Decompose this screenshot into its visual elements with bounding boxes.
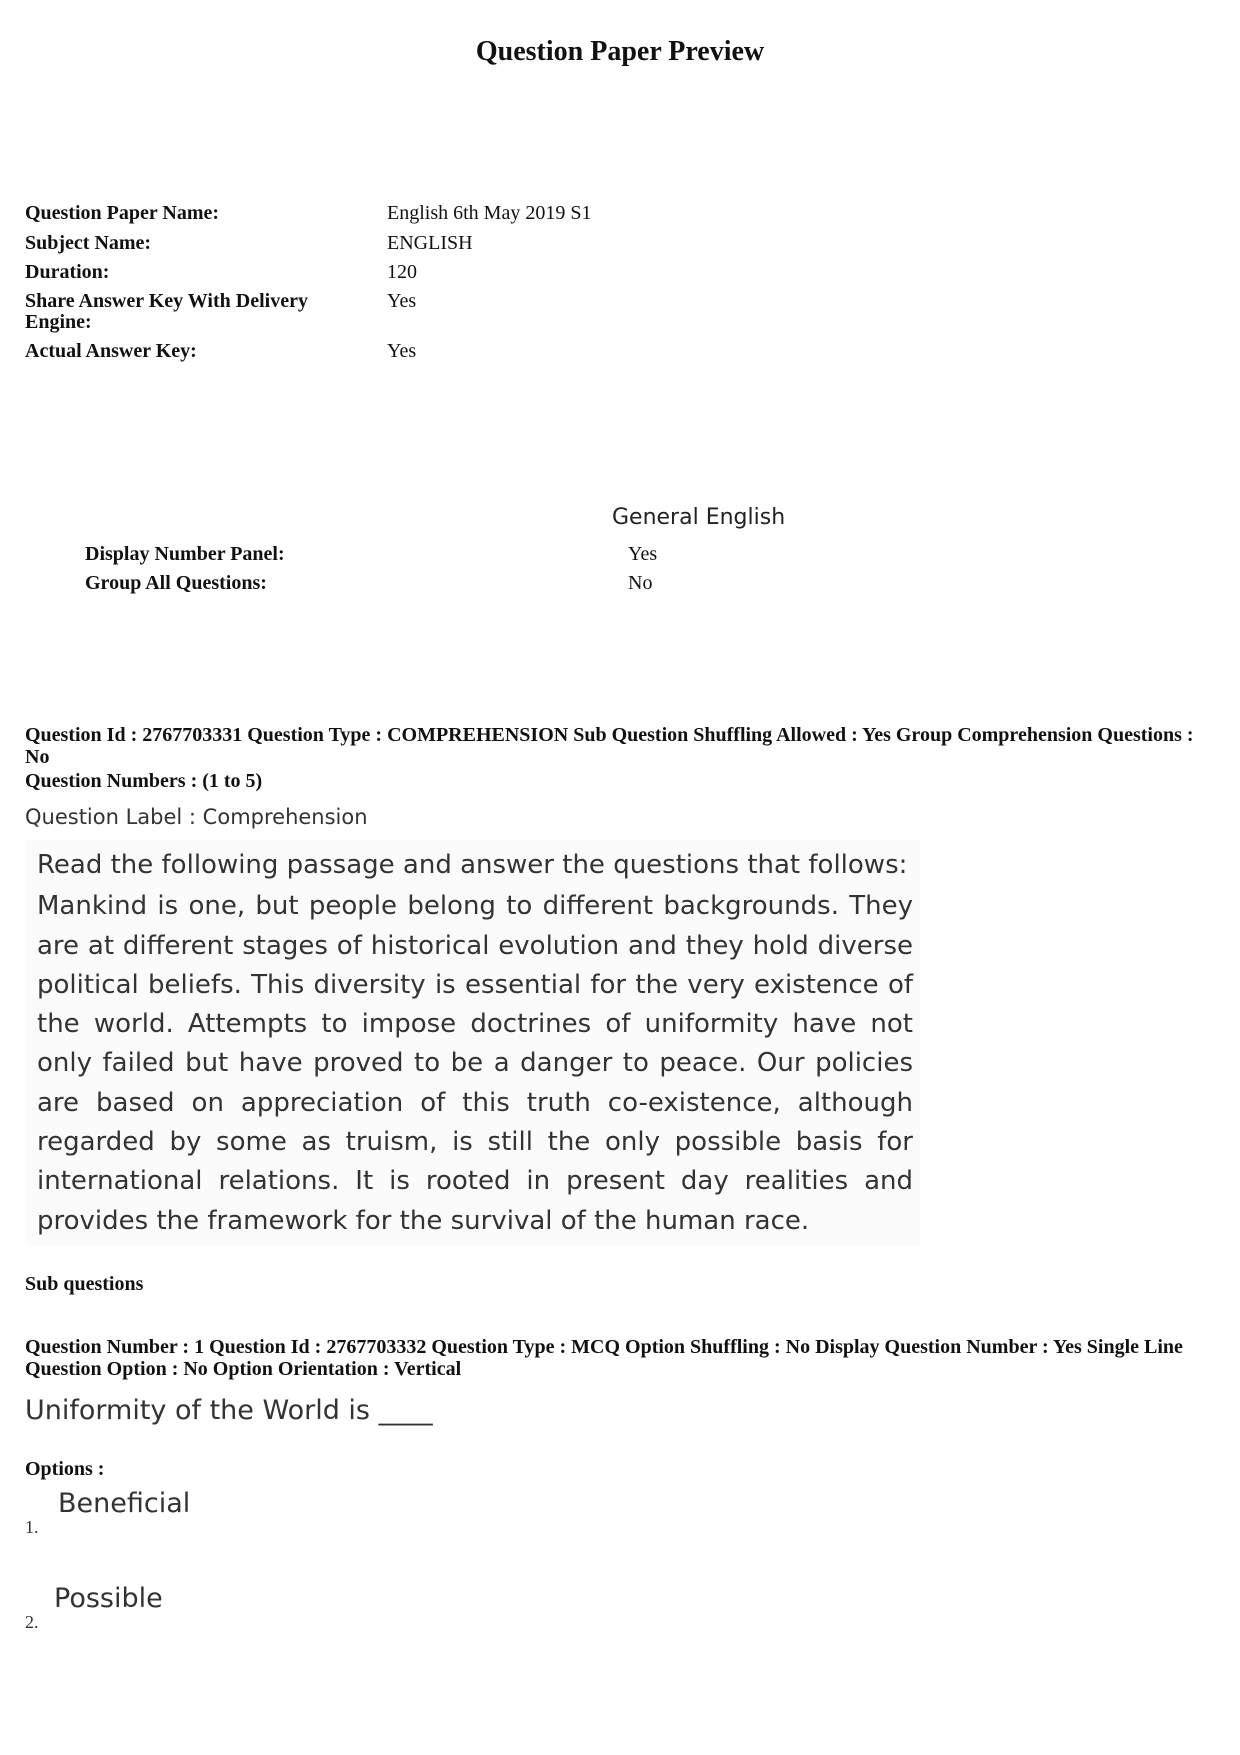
group-all-questions-label: Group All Questions: <box>85 572 267 594</box>
passage-image <box>25 840 920 1245</box>
paper-name-value: English 6th May 2019 S1 <box>387 202 592 224</box>
passage-body: Mankind is one, but people belong to different backgrounds. They are at different stages of historical evolution and they hold diverse political beliefs. This diversity is essential for the very existence of the world. Attempts to impose doctrines of uniformity have not only failed but have proved to be a danger to peace. Our policies are based on appreciation of this truth co-existence, although regarded by some as truism, is still the only possible basis for international relations. It is rooted in present day realities and provides the framework for the survival of the human race. <box>37 891 913 1236</box>
paper-name-label: Question Paper Name: <box>25 202 220 224</box>
question-label: Question Label : Comprehension <box>25 805 368 829</box>
duration-label: Duration: <box>25 261 110 283</box>
display-number-panel-label: Display Number Panel: <box>85 543 285 565</box>
option-1-number: 1. <box>25 1517 39 1537</box>
group-all-questions-value: No <box>628 572 653 594</box>
share-answer-key-label: Share Answer Key With Delivery Engine: <box>25 290 308 333</box>
option-2-text: Possible <box>54 1583 163 1614</box>
sub-questions-heading: Sub questions <box>25 1273 144 1295</box>
option-1-text: Beneficial <box>58 1488 191 1519</box>
passage-intro: Read the following passage and answer the questions that follows: <box>37 850 908 880</box>
passage-text <box>37 846 913 1241</box>
share-answer-key-value: Yes <box>387 290 417 312</box>
question-1-meta: Question Number : 1 Question Id : 2767703332 Question Type : MCQ Option Shuffling : No Display Question Number : Yes Single Line Question Option : No Option Orientation : Vertical <box>25 1336 1183 1380</box>
comprehension-meta: Question Id : 2767703331 Question Type : COMPREHENSION Sub Question Shuffling Allowed : Yes Group Comprehension Questions : No <box>25 724 1194 768</box>
question-1-image <box>25 1395 505 1439</box>
options-heading: Options : <box>25 1458 105 1480</box>
subject-name-value: ENGLISH <box>387 232 473 254</box>
actual-answer-key-label: Actual Answer Key: <box>25 340 197 362</box>
duration-value: 120 <box>387 261 417 283</box>
subject-name-label: Subject Name: <box>25 232 152 254</box>
display-number-panel-value: Yes <box>628 543 658 565</box>
question-1-text: Uniformity of the World is ____ <box>25 1395 433 1426</box>
actual-answer-key-value: Yes <box>387 340 417 362</box>
section-name: General English <box>612 505 786 530</box>
question-numbers: Question Numbers : (1 to 5) <box>25 770 263 792</box>
option-2-number: 2. <box>25 1612 39 1632</box>
page-title: Question Paper Preview <box>475 36 765 67</box>
